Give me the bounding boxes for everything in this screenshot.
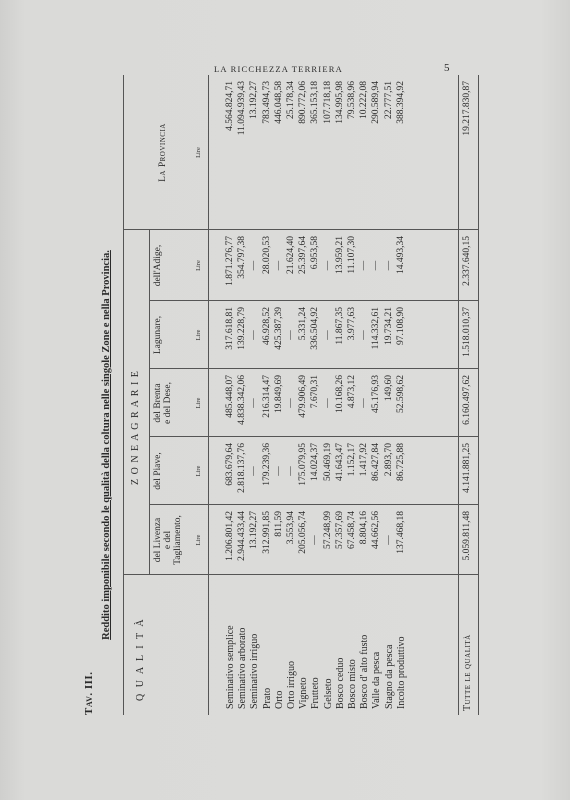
table-cell: 50.469,19	[322, 443, 333, 481]
total-cell: 19.217.830,87	[462, 81, 472, 136]
row-label: Prato	[261, 687, 273, 709]
table-cell: 388.394,92	[395, 81, 406, 124]
table-cell: —	[286, 398, 296, 408]
total-cell: 1.518.010,37	[462, 307, 472, 357]
column-unit: Lire	[195, 397, 202, 409]
table-cell: 86.427,84	[371, 443, 382, 481]
table-cell: 365.153,18	[310, 81, 321, 124]
table-cell: 7.670,31	[310, 375, 321, 409]
table-cell: —	[249, 398, 260, 408]
table-cell: 683.679,64	[225, 443, 235, 486]
table-cell: 11.867,35	[334, 307, 345, 345]
table-cell: 1.417,92	[359, 443, 370, 477]
running-title: LA RICCHEZZA TERRIERA	[214, 64, 343, 74]
table-cell: 1.152,17	[347, 443, 357, 477]
row-label: Incolto produttivo	[395, 636, 407, 709]
table-cell: 14.493,34	[395, 236, 406, 274]
data-table	[123, 75, 478, 715]
table-cell: 14.024,37	[310, 443, 321, 481]
row-label: Orto	[273, 690, 285, 709]
table-cell: 179.239,36	[261, 443, 272, 486]
table-cell: 175.079,95	[298, 443, 309, 486]
table-cell: —	[286, 466, 296, 476]
table-cell: 811,59	[273, 511, 284, 537]
table-cell: 290.589,94	[371, 81, 382, 124]
table-cell: —	[322, 330, 333, 340]
table-cell: 22.777,51	[383, 81, 394, 119]
table-cell: 354.797,38	[237, 236, 248, 279]
table-cell: 44.662,56	[371, 511, 382, 549]
table-cell: 783.494,73	[261, 81, 272, 124]
total-cell: 4.141.881,25	[462, 443, 472, 493]
table-cell: 114.332,61	[371, 307, 382, 350]
table-cell: —	[273, 260, 284, 271]
table-cell: —	[310, 535, 321, 545]
table-cell: 86.725,88	[395, 443, 406, 481]
table-cell: 1.206.801,42	[225, 511, 235, 561]
rule-total-top	[458, 75, 459, 715]
table-cell: 25.178,34	[286, 81, 296, 119]
rule-top	[123, 75, 124, 715]
rotated-table-block	[83, 35, 488, 715]
table-cell: 19.849,69	[273, 375, 284, 413]
table-cell: —	[322, 398, 333, 408]
table-cell: 21.624,40	[286, 236, 296, 274]
row-label: Seminativo arborato	[237, 627, 249, 709]
row-label: Seminativo semplice	[225, 625, 236, 709]
column-unit: Lire	[195, 147, 202, 158]
column-header: Lagunare,	[153, 315, 163, 355]
table-cell: 19.734,21	[383, 307, 394, 345]
table-cell: 57.357,69	[334, 511, 345, 549]
row-label: Frutteto	[310, 677, 322, 709]
rule-zone-under	[149, 230, 150, 575]
row-label: Stagno da pesca	[383, 644, 395, 709]
table-cell: 8.804,16	[359, 511, 370, 545]
column-header: dell'Adige,	[153, 244, 163, 287]
table-cell: 317.618,81	[225, 307, 235, 350]
table-cell: —	[383, 260, 394, 271]
table-cell: 479.906,49	[298, 375, 309, 418]
row-label: Vigneto	[298, 677, 310, 709]
column-header: del Piave,	[153, 452, 163, 490]
table-cell: 3.977,63	[347, 307, 357, 341]
row-label: Bosco misto	[347, 659, 358, 709]
table-cell: 5.331,24	[298, 307, 309, 341]
column-unit: Lire	[195, 534, 202, 546]
table-cell: 97.108,90	[395, 307, 406, 345]
table-cell: —	[359, 260, 370, 271]
table-cell: 4.873,12	[347, 375, 357, 409]
table-cell: 137.468,18	[395, 511, 406, 554]
table-cell: 52.598,62	[395, 375, 406, 413]
table-cell: —	[286, 330, 296, 340]
table-cell: 216.314,47	[261, 375, 272, 418]
table-cell: —	[383, 535, 394, 545]
header-qualita: Q U A L I T À	[135, 617, 146, 701]
table-cell: 57.248,99	[322, 511, 333, 549]
rule-header-bottom	[208, 75, 209, 715]
table-cell: 10.168,26	[334, 375, 345, 413]
plate-label: Tav. III.	[83, 671, 95, 715]
total-cell: 6.160.497,62	[462, 375, 472, 425]
table-cell: 425.387,39	[273, 307, 284, 350]
table-cell: —	[371, 260, 382, 271]
table-cell: 2.818.137,76	[237, 443, 248, 493]
table-cell: —	[359, 330, 370, 340]
table-cell: 41.643,47	[334, 443, 345, 481]
table-cell: —	[249, 260, 260, 271]
table-cell: 45.176,93	[371, 375, 382, 413]
column-header: del Livenza e del Tagliamento,	[153, 515, 183, 565]
total-cell: 2.337.640,15	[462, 236, 472, 286]
table-cell: —	[249, 466, 260, 476]
table-cell: 107.718,18	[322, 81, 333, 124]
table-cell: 205.056,74	[298, 511, 309, 554]
row-label: Gelseto	[322, 678, 334, 709]
table-cell: —	[273, 466, 284, 476]
table-cell: 11.094.939,43	[237, 81, 248, 136]
table-cell: 336.504,92	[310, 307, 321, 350]
table-cell: 890.772,06	[298, 81, 309, 124]
table-cell: 134.995,98	[334, 81, 345, 124]
table-cell: 2.944.433,44	[237, 511, 248, 561]
table-cell: —	[249, 330, 260, 340]
row-label: Valle da pesca	[371, 651, 383, 709]
table-cell: 13.192,27	[249, 511, 260, 549]
table-cell: 6.953,58	[310, 236, 321, 270]
table-cell: 25.397,64	[298, 236, 309, 274]
table-cell: 4.838.342,06	[237, 375, 248, 425]
table-cell: 11.107,30	[347, 236, 357, 274]
rule-bottom	[478, 75, 479, 715]
table-cell: 13.959,21	[334, 236, 345, 274]
row-label: Bosco d' alto fusto	[359, 634, 371, 709]
table-cell: 2.893,70	[383, 443, 394, 477]
table-cell: —	[322, 260, 333, 271]
page-number: 5	[444, 62, 450, 74]
total-label: Tutte le qualità	[462, 634, 473, 711]
table-title: Reddito imponibile secondo le qualità della coltura nelle singole Zone e nella Provincia.	[101, 250, 112, 640]
table-cell: 4.564.824,71	[225, 81, 235, 131]
column-header: del Brenta e del Dese,	[153, 382, 173, 424]
table-cell: 46.928,52	[261, 307, 272, 345]
table-cell: 10.222,08	[359, 81, 370, 119]
table-cell: 446.048,58	[273, 81, 284, 124]
table-cell: 28.020,53	[261, 236, 272, 274]
column-header: La Provincia	[158, 123, 168, 182]
table-cell: 13.192,27	[249, 81, 260, 119]
row-label: Seminativo irriguo	[249, 633, 261, 709]
column-unit: Lire	[195, 465, 202, 477]
table-cell: 312.991,85	[261, 511, 272, 554]
table-cell: 149,60	[383, 375, 394, 402]
row-label: Orto irriguo	[286, 660, 297, 709]
table-cell: —	[359, 398, 370, 408]
row-label: Bosco ceduo	[334, 657, 346, 709]
column-unit: Lire	[195, 260, 202, 271]
table-cell: 79.538,96	[347, 81, 357, 119]
table-cell: 1.871.276,77	[225, 236, 235, 286]
table-cell: 139.228,79	[237, 307, 248, 350]
table-cell: 3.553,94	[286, 511, 296, 545]
table-cell: 485.448,07	[225, 375, 235, 418]
column-unit: Lire	[195, 329, 202, 341]
total-cell: 5.059.811,48	[462, 511, 472, 561]
header-zone-agrarie: Z O N E A G R A R I E	[130, 370, 141, 485]
table-cell: 67.458,74	[347, 511, 357, 549]
